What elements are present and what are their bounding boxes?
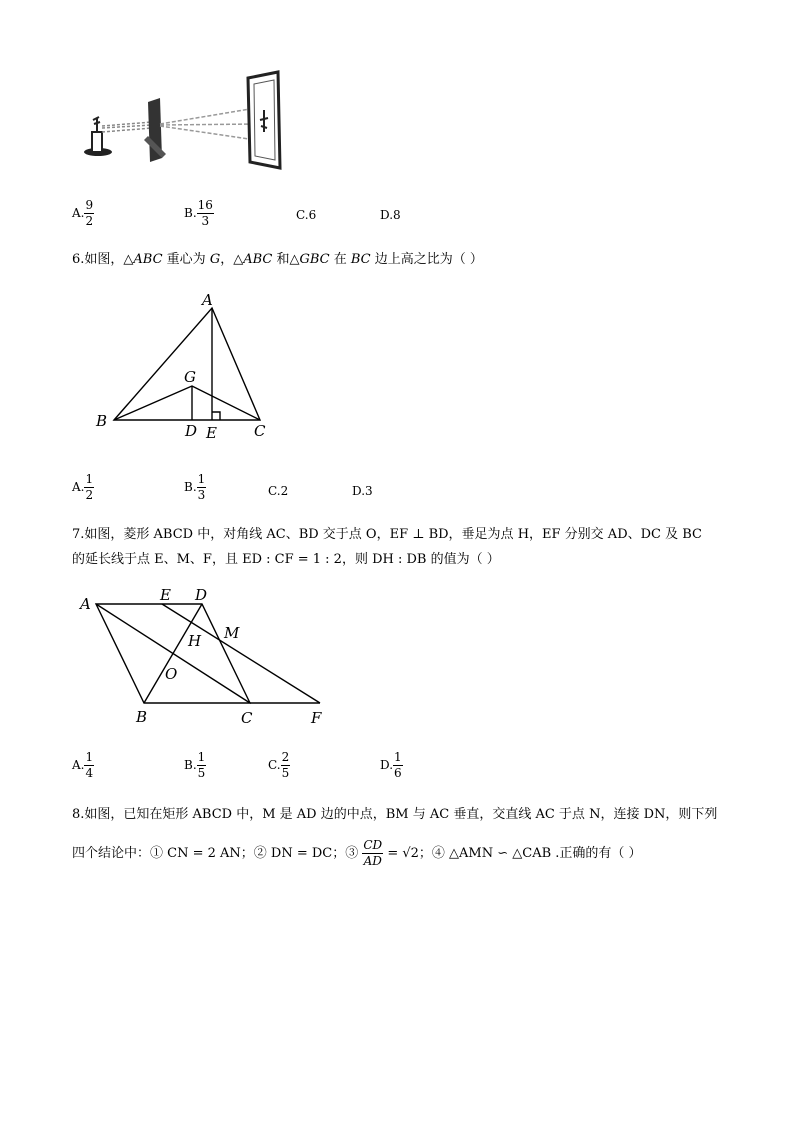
option-label: D.	[380, 758, 394, 772]
label-a: A	[80, 595, 91, 613]
fraction: $\frac{1}{3}$	[197, 472, 206, 502]
q8-stem-line1: 8.如图，已知在矩形 ABCD 中，M 是 AD 边的中点，BM 与 AC 垂直，交直线 AC 于点 N，连接 DN，则下列	[72, 807, 718, 822]
option-label: B.	[184, 206, 197, 220]
q7-stem-line1: 7.如图，菱形 ABCD 中，对角线 AC、BD 交于点 O，EF ⊥ BD，垂足为点 H，EF 分别交 AD、DC 及 BC	[72, 527, 702, 542]
fraction: $\frac{16}{3}$	[197, 198, 213, 228]
option-label: C.	[268, 758, 281, 772]
label-b: B	[136, 708, 148, 726]
q7-stem-line2: 的延长线于点 E、M、F，且 ED : CF = 1 : 2，则 DH : DB 的值为（ ）	[72, 552, 500, 567]
label-g: G	[184, 368, 196, 386]
fraction: $\frac{1}{6}$	[394, 750, 402, 780]
fraction: $\frac{CD}{AD}$	[363, 838, 383, 868]
q5-option-b	[184, 198, 214, 229]
fraction: $\frac{1}{2}$	[85, 472, 94, 502]
q6-stem: 6.如图，△ABC 重心为 G，△ABC 和△GBC 在 BC 边上高之比为（ ）	[72, 252, 483, 267]
q6-option-b	[184, 472, 206, 503]
fraction: $\frac{1}{4}$	[85, 750, 94, 780]
fraction: $\frac{1}{5}$	[197, 750, 206, 780]
q8-stem-line2: 四个结论中：① CN = 2 AN；② DN = DC；③ $\frac{CD}{AD}$ = √2；④ △AMN ∽ △CAB .正确的有（ ）	[72, 838, 642, 868]
fraction: $\frac{9}{2}$	[85, 198, 94, 228]
q5-option-a	[72, 198, 94, 229]
label-e: E	[160, 586, 171, 604]
option-label: A.	[72, 206, 85, 220]
label-o: O	[165, 665, 178, 683]
q6-option-d: D.3	[352, 484, 373, 498]
label-b: B	[96, 412, 108, 430]
label-f: F	[311, 709, 322, 727]
label-m: M	[224, 624, 240, 642]
q6-triangle-figure	[90, 288, 280, 446]
q6-option-c: C.2	[268, 484, 289, 498]
label-d: D	[185, 422, 198, 440]
option-label: A.	[72, 480, 85, 494]
q7-option-a	[72, 750, 94, 781]
label-a: A	[202, 291, 213, 309]
option-label: B.	[184, 480, 197, 494]
label-h: H	[188, 632, 202, 650]
q5-option-c: C.6	[296, 208, 317, 222]
label-c: C	[254, 422, 266, 440]
q5-option-d: D.8	[380, 208, 401, 222]
label-d: D	[195, 586, 208, 604]
label-e: E	[206, 424, 217, 442]
q7-option-b	[184, 750, 206, 781]
q7-rhombus-figure	[74, 584, 336, 728]
label-c: C	[241, 709, 253, 727]
q5-pinhole-figure	[78, 70, 288, 174]
fraction: $\frac{2}{5}$	[281, 750, 290, 780]
q7-option-d	[380, 750, 403, 781]
option-label: B.	[184, 758, 197, 772]
option-label: A.	[72, 758, 85, 772]
q7-option-c	[268, 750, 290, 781]
q6-option-a	[72, 472, 94, 503]
